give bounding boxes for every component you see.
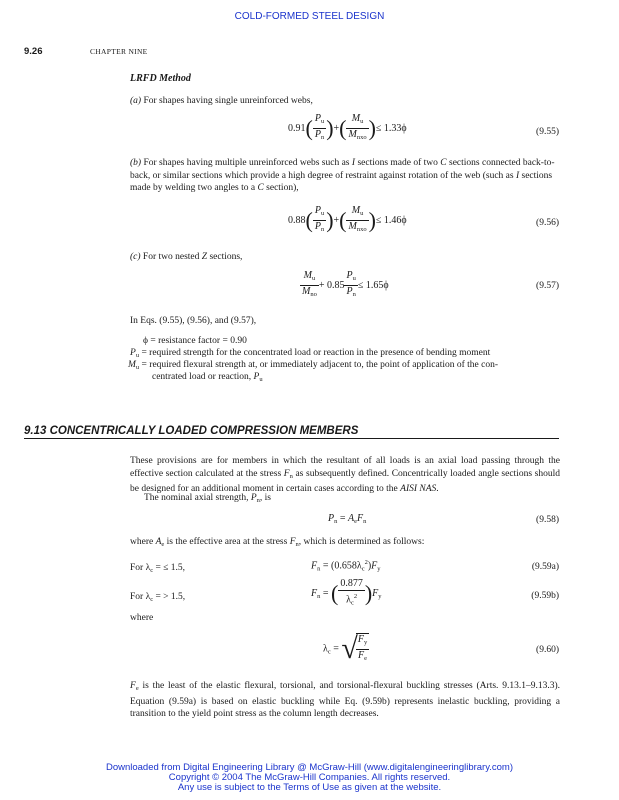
item-b-text-2: sections made of two <box>355 158 441 168</box>
eq58-number: (9.58) <box>536 515 559 525</box>
eq56-rhs: ≤ 1.46ϕ <box>375 214 407 226</box>
p1-nas: AISI NAS <box>400 484 437 494</box>
item-b-label: (b) <box>130 158 142 168</box>
p2-end: is <box>262 493 272 503</box>
eq55-rhs: ≤ 1.33ϕ <box>375 122 407 134</box>
eq59a-number: (9.59a) <box>531 562 559 572</box>
def-mu: $M_u$ = required flexural strength at, or immediately adjacent to, the point of application of the con- <box>128 360 499 371</box>
item-b-text-5: section), <box>263 183 299 193</box>
equation-9-55: 0.91( $\frac{P_u}{P_n}$ )+( $\frac{M_u}{M_{nxo}}$ )≤ 1.33ϕ <box>288 113 407 141</box>
item-c-Z: Z <box>201 252 208 262</box>
eq56-number: (9.56) <box>536 218 559 228</box>
p1-b: as subsequently defined. Concentrically loaded angle sections should be designed for an additional moment in certain cases according to the <box>130 468 560 494</box>
lrfd-heading: LRFD Method <box>130 73 191 84</box>
section-paragraph-1: These provisions are for members in which the resultant of all loads is an axial load passing through the effective section calculated at the stress $F_n$ as subsequently defined. Concentrically loaded angle sections should be designed for an additional moment in certain cases according to the AISI NAS. <box>130 456 560 494</box>
eq59b-number: (9.59b) <box>531 591 559 601</box>
footer-line-2: Copyright © 2004 The McGraw-Hill Companies. All rights reserved. <box>168 772 451 783</box>
item-b-I2: I <box>515 170 520 181</box>
page-number: 9.26 <box>24 46 43 57</box>
eq57-mid: + 0.85 <box>318 279 345 291</box>
def-phi: ϕ = resistance factor = 0.90 <box>143 336 247 346</box>
item-c-text-1: For two nested <box>142 252 202 262</box>
item-c-text-2: sections, <box>207 252 243 262</box>
item-c-label: (c) <box>130 252 141 262</box>
eq55-coef: 0.91 <box>288 122 306 134</box>
eq59b-coef: 0.877 <box>340 578 363 589</box>
item-a <box>130 95 560 108</box>
p1-a: These provisions are for members in which the resultant of all loads is an axial load passing through the effective section calculated at the stress <box>130 456 560 479</box>
eq56-coef: 0.88 <box>288 214 306 226</box>
for2-cond: = > 1.5, <box>153 592 186 602</box>
p3-text: is the least of the elastic flexural, torsional, and torsional-flexural buckling stresses (Arts. 9.13.1–9.13.3). Equation (9.59a) is based on elastic buckling while Eq. (9.59b) represents inelastic buckling, providing a transition to the yield point stress as the column length decreases. <box>130 681 560 719</box>
def-mu-text: = required flexural strength at, or immediately adjacent to, the point of application of the con- <box>139 360 499 370</box>
def-pu-text: = required strength for the concentrated load or reaction in the presence of bending moment <box>139 348 491 358</box>
item-b <box>130 157 560 195</box>
footer-line-3: Any use is subject to the Terms of Use as given at the website. <box>177 782 442 793</box>
where-ae-2: is the effective area at the stress <box>164 537 290 547</box>
eq60-number: (9.60) <box>536 645 559 655</box>
section-paragraph-2: The nominal axial strength, $P_n$, is <box>144 493 272 504</box>
for-condition-1: For $\lambda_c$ = ≤ 1.5, <box>130 563 186 574</box>
equation-9-59a: $F_n = (0.658\lambda_c^2)F_y$ <box>311 559 381 573</box>
footer-line-1: Downloaded from Digital Engineering Library @ McGraw-Hill (www.digitalengineeringlibrary.com) <box>105 762 514 773</box>
equation-9-56: 0.88( $\frac{P_u}{P_n}$ )+( $\frac{M_u}{M_{nxo}}$ )≤ 1.46ϕ <box>288 205 407 233</box>
item-c <box>130 251 560 264</box>
running-banner: COLD-FORMED STEEL DESIGN <box>234 11 385 22</box>
eq59a-body: (0.658λ <box>331 560 362 572</box>
eq57-rhs: ≤ 1.65ϕ <box>357 279 389 291</box>
item-b-text-1: For shapes having multiple unreinforced webs such as <box>143 158 352 168</box>
def-mu-cont: centrated load or reaction, $P_u$ <box>152 372 263 383</box>
where-ae-1: where <box>130 537 156 547</box>
item-a-text: For shapes having single unreinforced webs, <box>143 96 313 106</box>
item-b-text-4: sections made by welding two angles to a <box>130 170 553 193</box>
equation-9-60: $\lambda_c$ = √ $\frac{F_y}{F_e}$ <box>323 632 368 665</box>
in-eqs-text: In Eqs. (9.55), (9.56), and (9.57), <box>130 316 257 326</box>
def-mu-text-2: centrated load or reaction, <box>152 372 254 382</box>
item-a-label: (a) <box>130 96 142 106</box>
section-paragraph-3: $F_e$ is the least of the elastic flexural, torsional, and torsional-flexural buckling stresses (Arts. 9.13.1–9.13.3). Equation (9.59a) is based on elastic buckling while Eq. (9.59b) represents inelastic buckling, providing a transition to the yield point stress as the column length decreases. <box>130 681 560 719</box>
where-ae-3: , which is determined as follows: <box>298 537 425 547</box>
section-title: 9.13 CONCENTRICALLY LOADED COMPRESSION MEMBERS <box>24 425 359 437</box>
item-b-C2: C <box>257 183 264 193</box>
item-b-I: I <box>351 158 356 168</box>
equation-9-59b: $F_n$ = ( $\frac{0.877}{\lambda_c^2}$ )$F_y$ <box>311 578 382 607</box>
equation-9-58: $P_n = A_eF_n$ <box>328 513 367 525</box>
item-b-C: C <box>440 158 447 168</box>
chapter-label: CHAPTER NINE <box>90 47 148 56</box>
equation-9-57: $\frac{M_u}{M_{no}}$ + 0.85 $\frac{P_u}{P_n}$ ≤ 1.65ϕ <box>302 270 389 298</box>
item-b-text-3: sections connected back-to-back, or similar sections which provide a high degree of restraint against rotation of the web (such as <box>130 158 555 181</box>
eq57-number: (9.57) <box>536 281 559 291</box>
section-rule <box>24 438 559 439</box>
for2-text: For λ <box>130 592 151 602</box>
p2-text: The nominal axial strength, <box>144 493 251 503</box>
where-ae: where $A_e$ is the effective area at the stress $F_n$, which is determined as follows: <box>130 537 425 548</box>
for1-text: For λ <box>130 563 151 573</box>
p1-c: . <box>436 484 439 494</box>
eq55-number: (9.55) <box>536 127 559 137</box>
for1-cond: = ≤ 1.5, <box>153 563 186 573</box>
where-label: where <box>130 613 154 623</box>
def-pu: $P_u$ = required strength for the concentrated load or reaction in the presence of bending moment <box>130 348 491 359</box>
for-condition-2: For $\lambda_c$ = > 1.5, <box>130 592 186 603</box>
